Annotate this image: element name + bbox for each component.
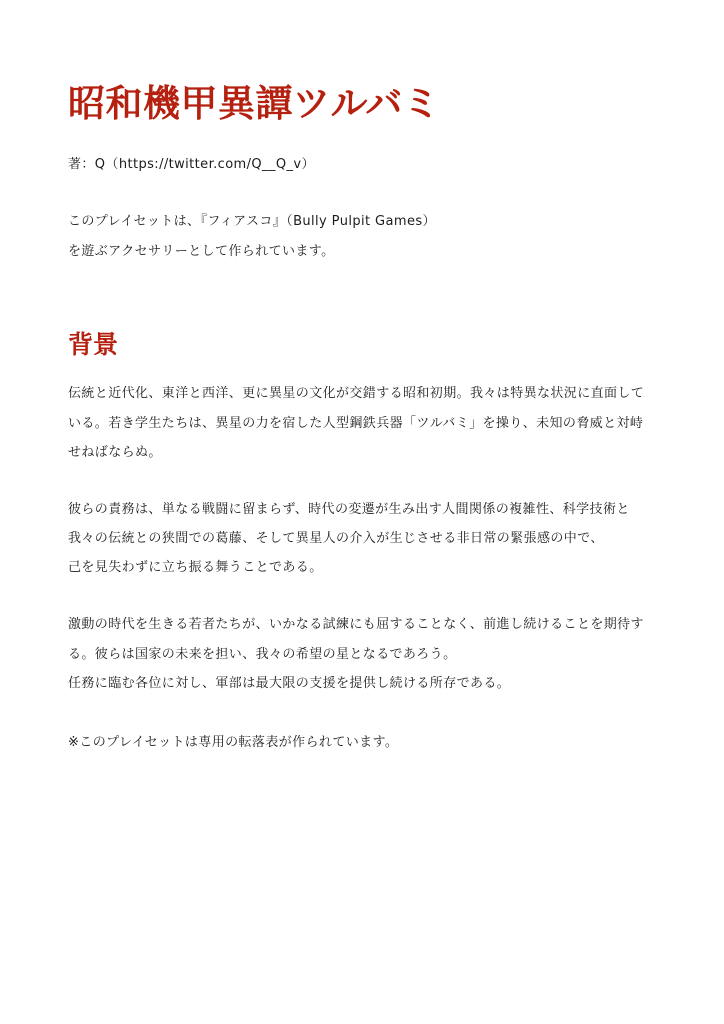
section-heading-background: 背景: [68, 330, 119, 359]
paragraph1-line-2: いる。若き学生たちは、異星の力を宿した人型鋼鉄兵器「ツルバミ」を操り、未知の脅威と対峙: [68, 416, 644, 431]
paragraph3-line-2: る。彼らは国家の未来を担い、我々の希望の星となるであろう。: [68, 647, 457, 662]
paragraph3-line-1: 激動の時代を生きる若者たちが、いかなる試練にも屈することなく、前進し続けることを期待す: [68, 617, 644, 632]
note-line: ※このプレイセットは専用の転落表が作られています。: [68, 735, 399, 750]
paragraph2-line-2: 我々の伝統との狭間での葛藤、そして異星人の介入が生じさせる非日常の緊張感の中で、: [68, 531, 604, 546]
document-title: 昭和機甲異譚ツルバミ: [68, 82, 441, 125]
intro-line-1: このプレイセットは、『フィアスコ』（Bully Pulpit Games）: [68, 214, 436, 229]
paragraph2-line-1: 彼らの責務は、単なる戦闘に留まらず、時代の変遷が生み出す人間関係の複雑性、科学技術と: [68, 502, 630, 517]
paragraph3-line-3: 任務に臨む各位に対し、軍部は最大限の支援を提供し続ける所存である。: [68, 676, 511, 691]
author-line: 著：Q（https://twitter.com/Q__Q_v）: [68, 157, 315, 172]
paragraph2-line-3: 己を見失わずに立ち振る舞うことである。: [68, 560, 323, 575]
intro-line-2: を遊ぶアクセサリーとして作られています。: [68, 244, 335, 259]
paragraph1-line-1: 伝統と近代化、東洋と西洋、更に異星の文化が交錯する昭和初期。我々は特異な状況に直面して: [68, 386, 645, 401]
paragraph1-line-3: せねばならぬ。: [68, 445, 162, 460]
